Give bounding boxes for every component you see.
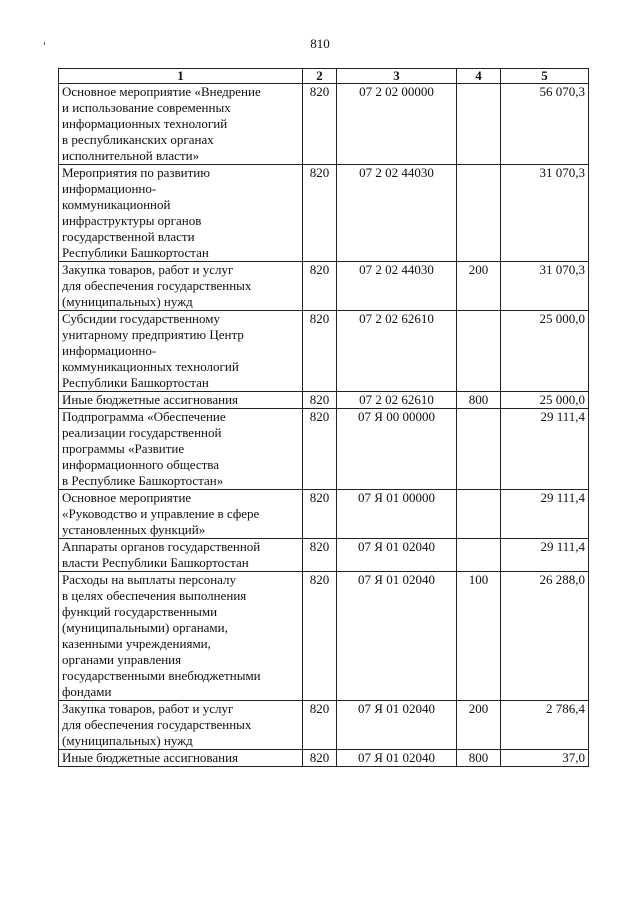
header-col-2: 2 (303, 69, 337, 84)
row-amount-cell: 2 786,4 (501, 701, 589, 750)
row-amount-cell: 31 070,3 (501, 165, 589, 262)
row-ministry-code-cell: 820 (303, 392, 337, 409)
table-row (59, 311, 589, 392)
row-name-cell: Подпрограмма «Обеспечение реализации государственной программы «Развитие информационного общества в Республике Башкортостан» (59, 409, 303, 490)
row-name-cell: Закупка товаров, работ и услуг для обеспечения государственных (муниципальных) нужд (59, 262, 303, 311)
row-target-code-cell: 07 2 02 44030 (337, 262, 457, 311)
row-name-cell: Основное мероприятие «Руководство и управление в сфере установленных функций» (59, 490, 303, 539)
row-target-code-cell: 07 Я 01 00000 (337, 490, 457, 539)
row-ministry-code-cell: 820 (303, 311, 337, 392)
row-ministry-code-cell: 820 (303, 84, 337, 165)
row-name-cell: Основное мероприятие «Внедрение и использование современных информационных технологий в республиканских органах исполнительной власти» (59, 84, 303, 165)
row-ministry-code-cell: 820 (303, 490, 337, 539)
header-col-4: 4 (457, 69, 501, 84)
row-ministry-code-cell: 820 (303, 701, 337, 750)
row-expense-type-cell: 100 (457, 572, 501, 701)
row-amount-cell: 25 000,0 (501, 392, 589, 409)
row-amount-cell: 29 111,4 (501, 409, 589, 490)
budget-table (58, 68, 589, 767)
row-target-code-cell: 07 Я 01 02040 (337, 701, 457, 750)
row-expense-type-cell (457, 539, 501, 572)
header-col-1: 1 (59, 69, 303, 84)
row-name-cell: Субсидии государственному унитарному предприятию Центр информационно- коммуникационных технологий Республики Башкортостан (59, 311, 303, 392)
row-target-code-cell: 07 Я 00 00000 (337, 409, 457, 490)
table-row (59, 262, 589, 311)
row-expense-type-cell: 200 (457, 262, 501, 311)
row-expense-type-cell (457, 165, 501, 262)
row-name-cell: Иные бюджетные ассигнования (59, 750, 303, 767)
row-ministry-code-cell: 820 (303, 750, 337, 767)
row-ministry-code-cell: 820 (303, 539, 337, 572)
table-row (59, 409, 589, 490)
row-target-code-cell: 07 Я 01 02040 (337, 539, 457, 572)
table-header (59, 69, 589, 84)
row-expense-type-cell (457, 311, 501, 392)
row-expense-type-cell (457, 490, 501, 539)
row-ministry-code-cell: 820 (303, 262, 337, 311)
row-ministry-code-cell: 820 (303, 572, 337, 701)
row-amount-cell: 31 070,3 (501, 262, 589, 311)
row-target-code-cell: 07 2 02 62610 (337, 392, 457, 409)
row-amount-cell: 29 111,4 (501, 539, 589, 572)
row-amount-cell: 37,0 (501, 750, 589, 767)
table-row (59, 701, 589, 750)
table-row (59, 490, 589, 539)
row-target-code-cell: 07 2 02 62610 (337, 311, 457, 392)
row-target-code-cell: 07 Я 01 02040 (337, 750, 457, 767)
row-ministry-code-cell: 820 (303, 165, 337, 262)
row-name-cell: Расходы на выплаты персоналу в целях обеспечения выполнения функций государственными (муниципальными) органами, казенными учреждениями, органами управления государственными внебюджетными фондами (59, 572, 303, 701)
table-row (59, 539, 589, 572)
row-amount-cell: 26 288,0 (501, 572, 589, 701)
page-number: 810 (310, 36, 330, 51)
row-name-cell: Мероприятия по развитию информационно- коммуникационной инфраструктуры органов государственной власти Республики Башкортостан (59, 165, 303, 262)
row-amount-cell: 56 070,3 (501, 84, 589, 165)
header-row (59, 69, 589, 84)
table-row (59, 750, 589, 767)
row-name-cell: Иные бюджетные ассигнования (59, 392, 303, 409)
row-target-code-cell: 07 2 02 44030 (337, 165, 457, 262)
row-target-code-cell: 07 2 02 00000 (337, 84, 457, 165)
table-row (59, 392, 589, 409)
row-expense-type-cell (457, 409, 501, 490)
header-col-3: 3 (337, 69, 457, 84)
row-expense-type-cell: 800 (457, 392, 501, 409)
row-expense-type-cell: 800 (457, 750, 501, 767)
row-target-code-cell: 07 Я 01 02040 (337, 572, 457, 701)
table-row (59, 165, 589, 262)
row-expense-type-cell: 200 (457, 701, 501, 750)
header-col-5: 5 (501, 69, 589, 84)
scan-mark (44, 42, 45, 45)
table-row (59, 84, 589, 165)
row-ministry-code-cell: 820 (303, 409, 337, 490)
row-amount-cell: 25 000,0 (501, 311, 589, 392)
row-amount-cell: 29 111,4 (501, 490, 589, 539)
table-row (59, 572, 589, 701)
table-body (59, 84, 589, 767)
row-name-cell: Закупка товаров, работ и услуг для обеспечения государственных (муниципальных) нужд (59, 701, 303, 750)
row-expense-type-cell (457, 84, 501, 165)
row-name-cell: Аппараты органов государственной власти Республики Башкортостан (59, 539, 303, 572)
